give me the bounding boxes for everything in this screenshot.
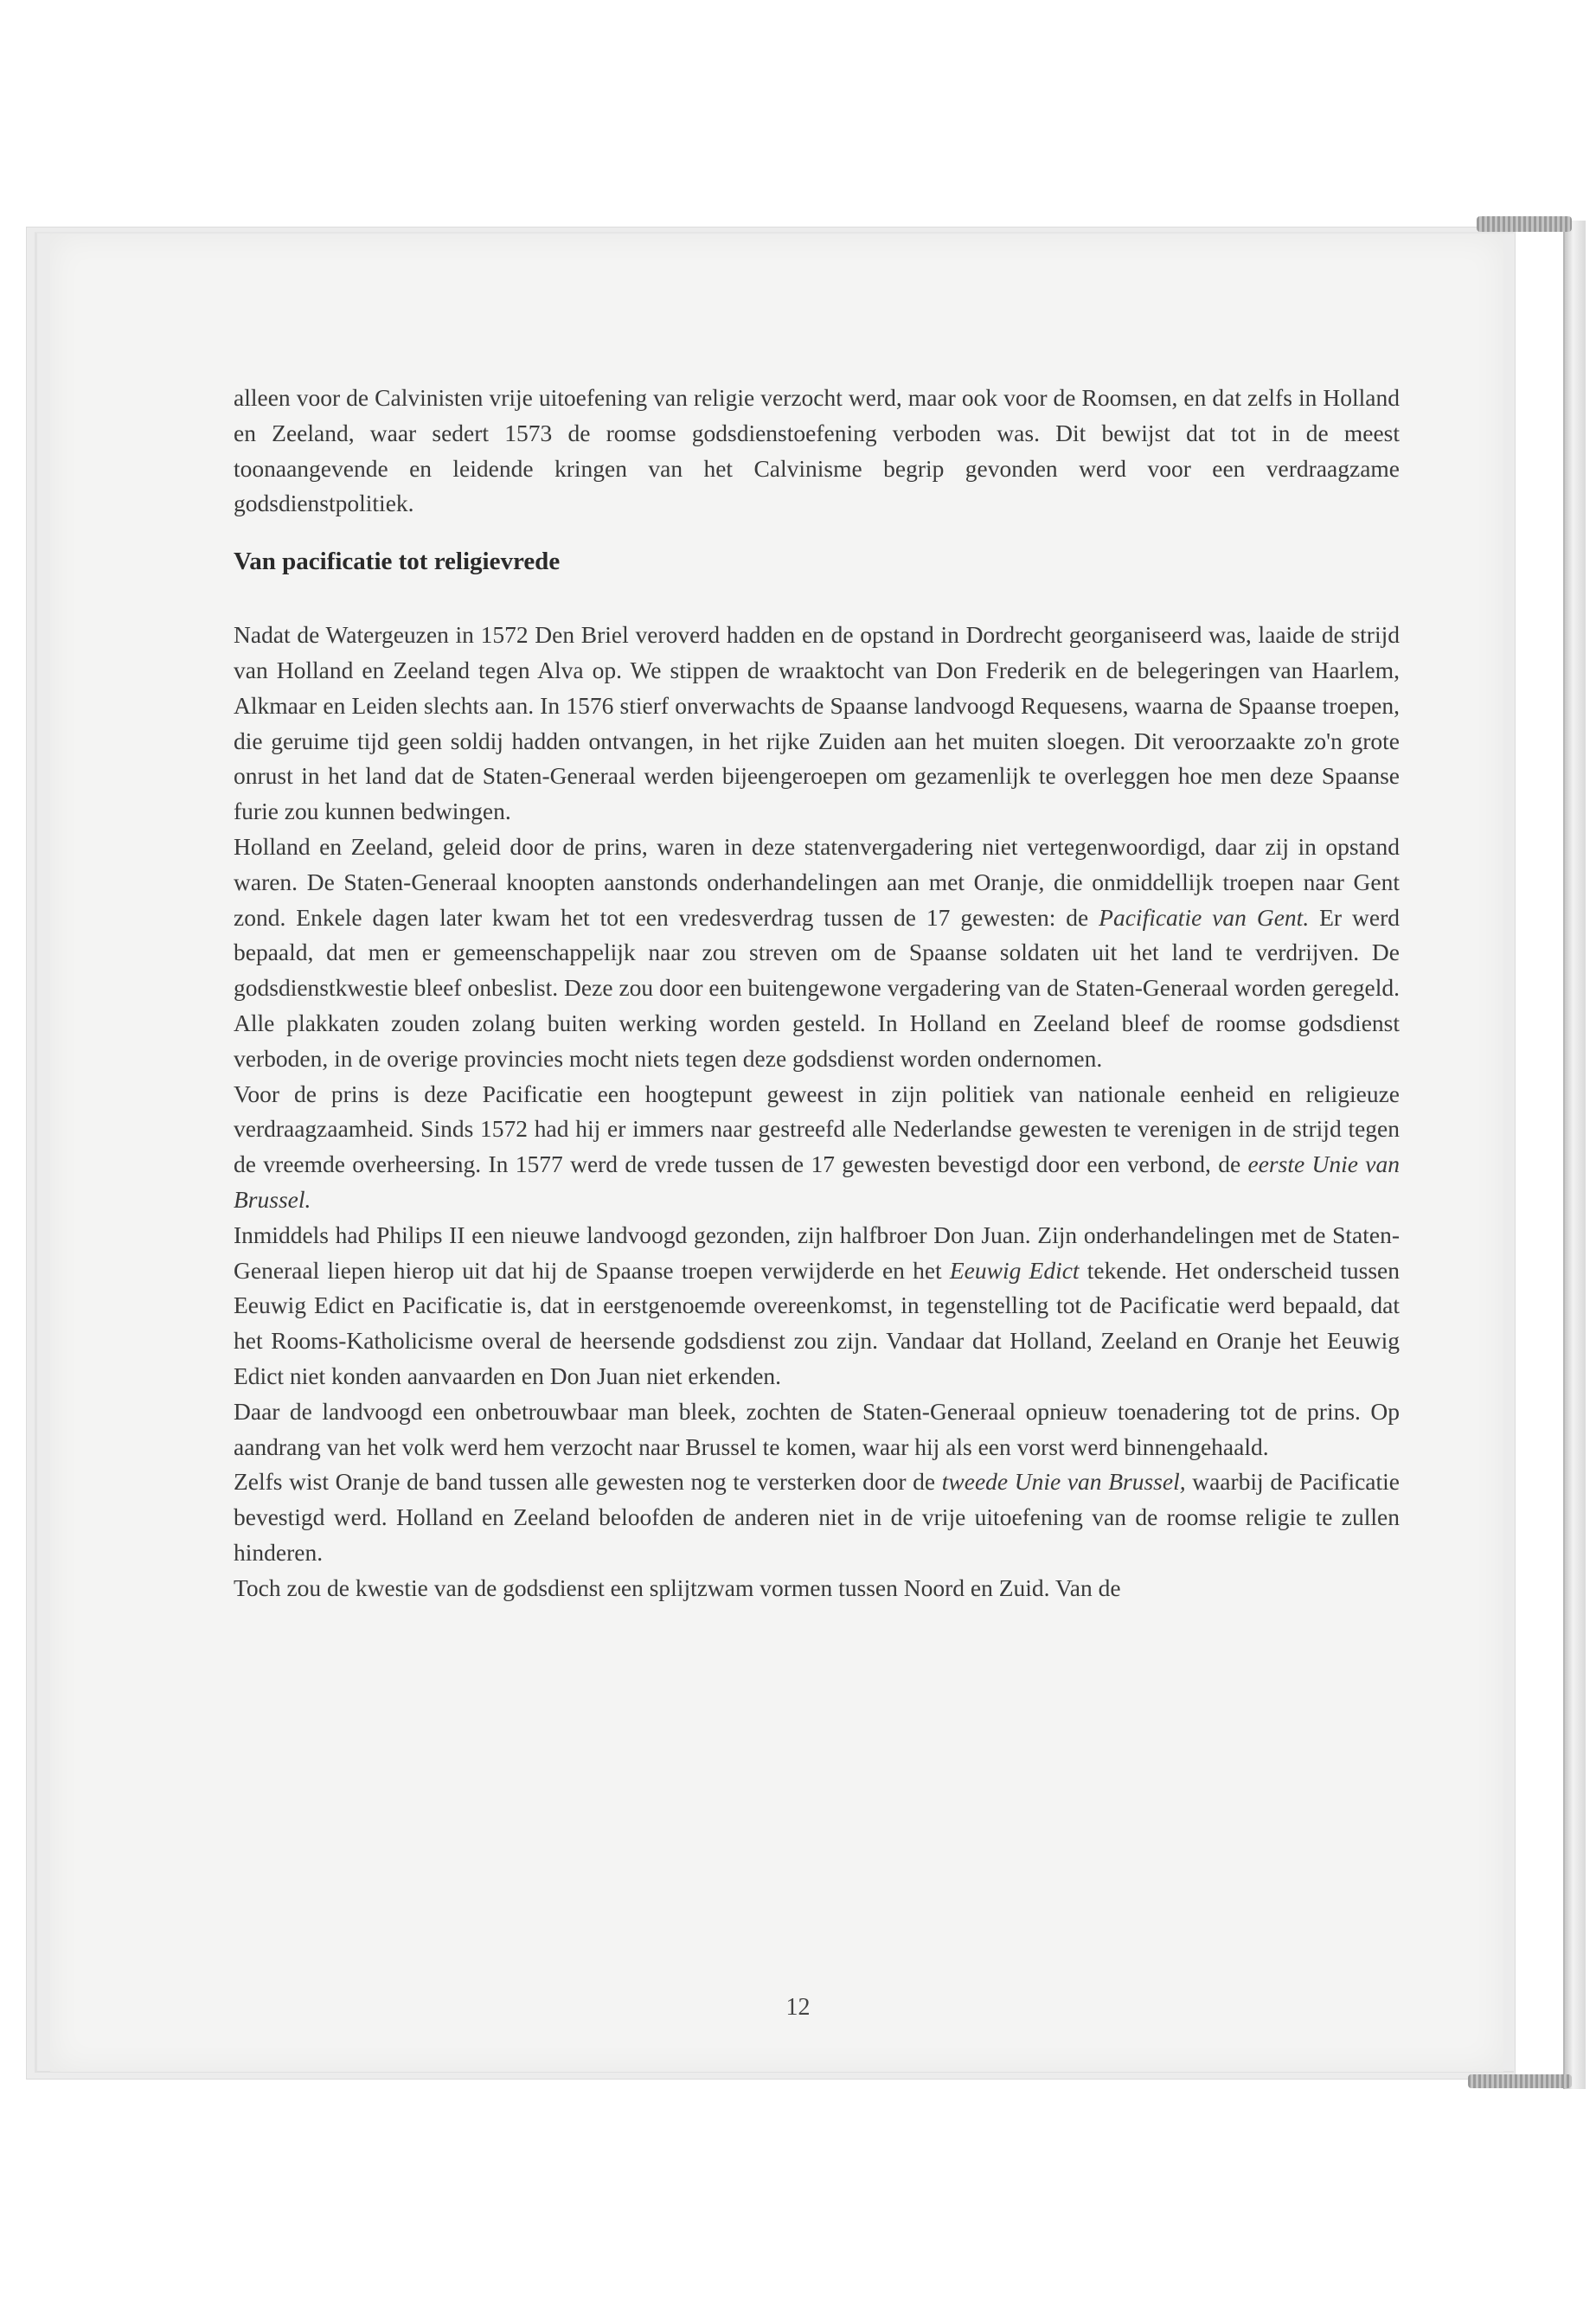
paragraph-toenadering: Daar de landvoogd een onbetrouwbaar man bleek, zochten de Staten-Generaal opnieuw toenadering tot de prins. Op aandrang van het volk werd hem verzocht naar Brussel te komen, waar hij als een vorst werd binnengehaald. (234, 1397, 1400, 1460)
paragraph-hoogtepunt: Voor de prins is deze Pacificatie een hoogtepunt geweest in zijn politiek van nationale eenheid en religieuze verdraagzaamheid. Sinds 1572 had hij er immers naar gestreefd alle Nederlandse gewesten te verenigen in de strijd tegen de vreemde overheersing. In 1577 werd de vrede tussen de 17 gewesten bevestigd door een verbond, de eerste Unie van Brussel. (234, 1080, 1400, 1213)
page-text (234, 381, 1400, 1606)
paragraph-watergeuzen: Nadat de Watergeuzen in 1572 Den Briel veroverd hadden en de opstand in Dordrecht georganiseerd was, laaide de strijd van Holland en Zeeland tegen Alva op. We stippen de wraaktocht van Don Frederik en de belegeringen van Haarlem, Alkmaar en Leiden slechts aan. In 1576 stierf onverwachts de Spaanse landvoogd Requesens, waarna de Spaanse troepen, die geruime tijd geen soldij hadden ontvangen, in het rijke Zuiden aan het muiten sloegen. Dit veroorzaakte zo'n grote onrust in het land dat de Staten-Generaal werden bijeengeroepen om gezamenlijk te overleggen hoe men deze Spaanse furie zou kunnen bedwingen. (234, 621, 1400, 825)
cover-clip-bottom (1468, 2074, 1572, 2088)
paragraph-don-juan: Inmiddels had Philips II een nieuwe landvoogd gezonden, zijn halfbroer Don Juan. Zijn onderhandelingen met de Staten-Generaal liepen hierop uit dat hij de Spaanse troepen verwijderde en het Eeuwig Edict tekende. Het onderscheid tussen Eeuwig Edict en Pacificatie is, dat in eerstgenoemde overeenkomst, in tegenstelling tot de Pacificatie werd bepaald, dat het Rooms-Katholicisme overal de heersende godsdienst zou zijn. Vandaar dat Holland, Zeeland en Oranje het Eeuwig Edict niet konden aanvaarden en Don Juan niet erkenden. (234, 1221, 1400, 1389)
paragraph-tweede-unie: Zelfs wist Oranje de band tussen alle gewesten nog te versterken door de tweede Unie van Brussel, waarbij de Pacificatie bevestigd werd. Holland en Zeeland beloofden de anderen niet in de vrije uitoefening van de roomse religie te zullen hinderen. (234, 1468, 1400, 1566)
page-number: 12 (785, 1994, 811, 2021)
cover-clip-top (1477, 216, 1572, 232)
book-cover-edge (1563, 221, 1586, 2089)
section-heading: Van pacificatie tot religievrede (234, 548, 561, 576)
paragraph-splijtzwam: Toch zou de kwestie van de godsdienst een splijtzwam vormen tussen Noord en Zuid. Van de (234, 1574, 1121, 1601)
paragraph-pacificatie: Holland en Zeeland, geleid door de prins, waren in deze statenvergadering niet vertegenwoordigd, daar zij in opstand waren. De Staten-Generaal knoopten aanstonds onderhandelingen aan met Oranje, die onmiddellijk troepen naar Gent zond. Enkele dagen later kwam het tot een vredesverdrag tussen de 17 gewesten: de Pacificatie van Gent. Er werd bepaald, dat men er gemeenschappelijk naar zou streven om de Spaanse soldaten uit het land te verdrijven. De godsdienstkwestie bleef onbeslist. Deze zou door een buitengewone vergadering van de Staten-Generaal worden geregeld. Alle plakkaten zouden zolang buiten werking worden gesteld. In Holland en Zeeland bleef de roomse godsdienst verboden, in de overige provincies mocht niets tegen deze godsdienst worden ondernomen. (234, 832, 1401, 1072)
paragraph-intro: alleen voor de Calvinisten vrije uitoefening van religie verzocht werd, maar ook voor de Roomsen, en dat zelfs in Holland en Zeeland, waar sedert 1573 de roomse godsdienstoefening verboden was. Dit bewijst dat tot in de meest toonaangevende en leidende kringen van het Calvinisme begrip gevonden werd voor een verdraagzame godsdienstpolitiek. (234, 384, 1400, 517)
